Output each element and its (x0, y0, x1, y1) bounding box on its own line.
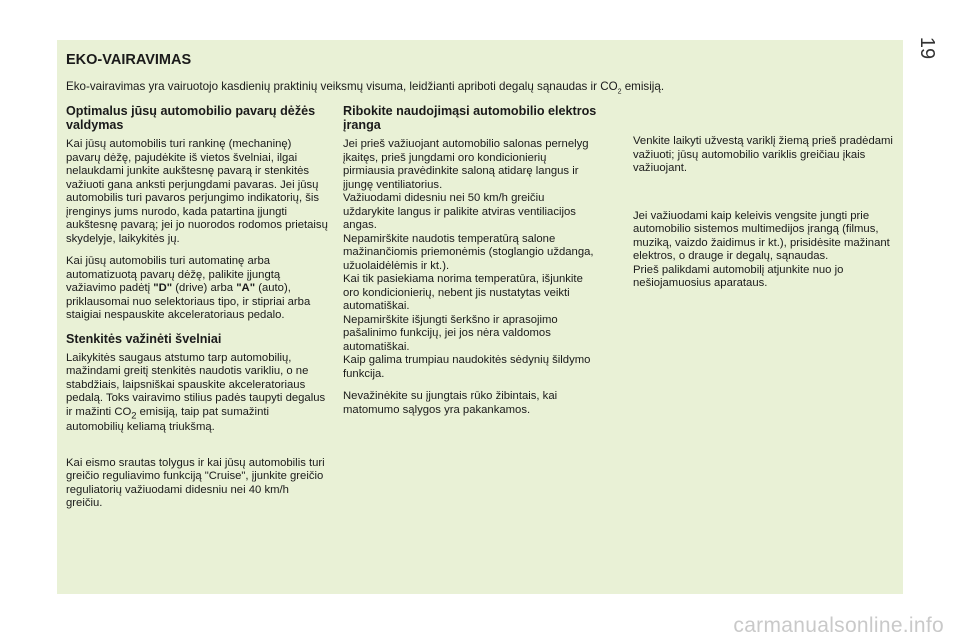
heading-smooth-driving: Stenkitės važinėti švelniai (66, 331, 222, 346)
column-engine (633, 135, 895, 300)
intro-text-end: emisiją. (621, 80, 665, 93)
paragraph-fog-lights: Nevažinėkite su įjungtais rūko žibintais, kai matomumo sąlygos yra pakankamos. (343, 390, 558, 416)
text: Laikykitės saugaus atstumo tarp automobilių, mažindami greitį stenkitės naudotis varikliu, o ne stabdžiais, laipsniškai spauskite akceleratoriaus pedalą. Toks vairavimo stilius padės taupyti degalus ir mažinti CO (66, 351, 326, 418)
page-title: EKO-VAIRAVIMAS (66, 52, 192, 68)
heading-gearbox: Optimalus jūsų automobilio pavarų dėžės valdymas (66, 104, 316, 132)
watermark: carmanualsonline.info (733, 614, 944, 637)
line: Važiuodami didesniu nei 50 km/h greičiu uždarykite langus ir palikite atviras ventiliacijos angas. (343, 192, 576, 231)
auto-mode: "A" (236, 282, 256, 294)
paragraph-safe-distance (66, 352, 328, 435)
drive-mode: "D" (153, 282, 173, 294)
heading-electrical: Ribokite naudojimąsi automobilio elektros įranga (343, 104, 597, 132)
text: emisiją, taip pat sumažinti automobilių keliamą triukšmą. (66, 405, 269, 434)
paragraph-manual-gearbox: Kai jūsų automobilis turi rankinę (mechaninę) pavarų dėžę, pajudėkite iš vietos švelniai, ilgai nelaukdami junkite aukštesnę pavarą ir stenkitės važiuoti gana anksti perjungdami pavaras. Jei jūsų automobilis turi pavaros perjungimo indikatorių, šis įrenginys jums nurodo, kada patartina įjungti aukštesnę pavarą; jei jo nuorodos rodomos prietaisų skydelyje, laikykitės jų. (66, 138, 328, 245)
paragraph-climate (343, 138, 598, 381)
line: Nepamirškite naudotis temperatūrą salone mažinančiomis priemonėmis (stoglangio uždanga, užuolaidėlėmis ir kt.). (343, 232, 594, 272)
line: Prieš palikdami automobilį atjunkite nuo jo nešiojamuosius aparataus. (633, 263, 844, 289)
line: Kaip galima trumpiau naudokitės sėdynių šildymo funkcija. (343, 354, 591, 380)
column-gearbox (66, 104, 328, 520)
line: Kai tik pasiekiama norima temperatūra, išjunkite oro kondicionierių, nebent jis nustatytas veikti automatiškai. (343, 273, 583, 312)
text: (drive) arba (172, 282, 237, 294)
page-number: 19 (916, 36, 939, 60)
column-electrical (343, 104, 598, 426)
content-panel (57, 40, 903, 594)
line: Jei važiuodami kaip keleivis vengsite jungti prie automobilio sistemos multimedijos įrangą (filmus, muziką, vaizdo žaidimus ir kt.), prisidėsite mažinant elektros, o drauge ir degalų, sąnaudas. (633, 209, 890, 262)
paragraph-automatic-gearbox (66, 255, 328, 323)
paragraph-engine-warmup: Venkite laikyti užvestą variklį žiemą prieš pradėdami važiuoti; jūsų automobilio variklis greičiau įkais važiuojant. (633, 135, 893, 174)
intro-paragraph (66, 80, 886, 99)
line: Nepamirškite išjungti šerkšno ir aprasojimo pašalinimo funkcijų, jei jos nėra valdomos automatiškai. (343, 313, 558, 353)
paragraph-cruise: Kai eismo srautas tolygus ir kai jūsų automobilis turi greičio reguliavimo funkciją "Cruise", įjunkite greičio reguliatorių važiuodami didesniu nei 40 km/h greičiu. (66, 456, 325, 510)
intro-subscript: 2 (617, 88, 622, 96)
text: (auto), priklausomai nuo selektoriaus tipo, ir stipriai arba staigiai nespauskite akceleratoriaus pedalo. (66, 282, 311, 321)
intro-text: Eko-vairavimas yra vairuotojo kasdienių praktinių veiksmų visuma, leidžianti apriboti degalų sąnaudas ir CO (66, 80, 618, 93)
subscript: 2 (131, 408, 137, 420)
line: Jei prieš važiuojant automobilio salonas pernelyg įkaitęs, prieš jungdami oro kondicionierių pirmiausia pravėdinkite saloną atidarę langus ir įjungę ventiliatorius. (343, 138, 589, 191)
paragraph-multimedia (633, 210, 895, 291)
text: Kai jūsų automobilis turi automatinę arba automatizuotą pavarų dėžę, palikite įjungtą važiavimo padėtį (66, 255, 281, 294)
